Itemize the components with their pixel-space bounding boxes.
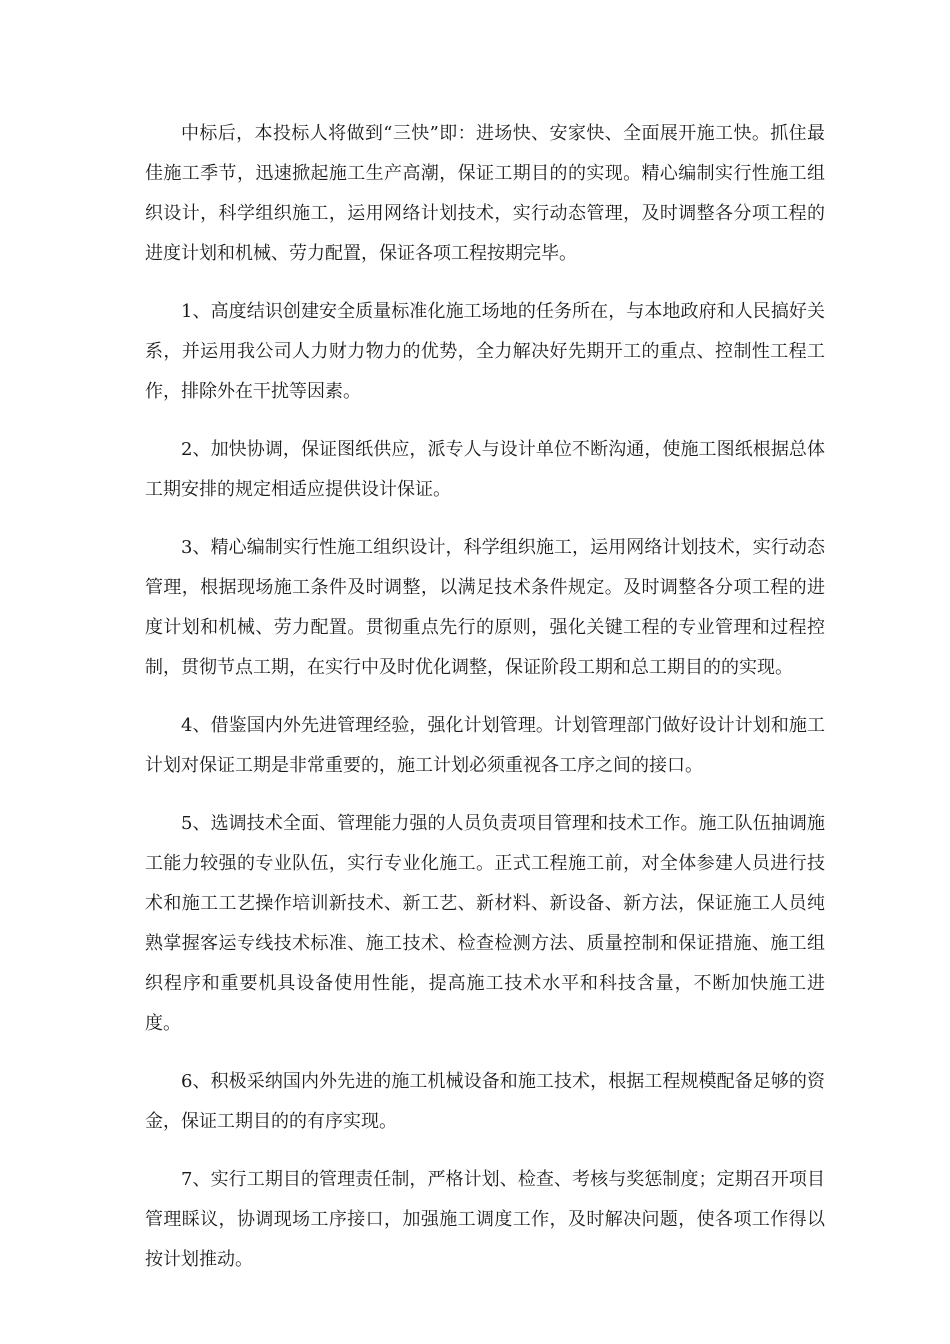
paragraph-intro: 中标后，本投标人将做到“三快”即：进场快、安家快、全面展开施工快。抓住最佳施工季节，迅速掀起施工生产高潮，保证工期目的的实现。精心编制实行性施工组织设计，科学组织施工，运用网络计划技术，实行动态管理，及时调整各分项工程的进度计划和机械、劳力配置，保证各项工程按期完毕。	[145, 123, 825, 264]
paragraph-item-6: 6、积极采纳国内外先进的施工机械设备和施工技术，根据工程规模配备足够的资金，保证工期目的的有序实现。	[145, 1071, 825, 1132]
paragraph-item-7: 7、实行工期目的管理责任制，严格计划、检查、考核与奖惩制度；定期召开项目管理睬议，协调现场工序接口，加强施工调度工作，及时解决问题，使各项工作得以按计划推动。	[145, 1169, 825, 1270]
paragraph-item-5: 5、选调技术全面、管理能力强的人员负责项目管理和技术工作。施工队伍抽调施工能力较强的专业队伍，实行专业化施工。正式工程施工前，对全体参建人员进行技术和施工工艺操作培训新技术、新工艺、新材料、新设备、新方法，保证施工人员纯熟掌握客运专线技术标准、施工技术、检查检测方法、质量控制和保证措施、施工组织程序和重要机具设备使用性能，提高施工技术水平和科技含量，不断加快施工进度。	[145, 813, 825, 1034]
paragraph-item-4: 4、借鉴国内外先进管理经验，强化计划管理。计划管理部门做好设计计划和施工计划对保证工期是非常重要的，施工计划必须重视各工序之间的接口。	[145, 715, 825, 776]
document-body	[145, 114, 825, 1298]
paragraph-item-3: 3、精心编制实行性施工组织设计，科学组织施工，运用网络计划技术，实行动态管理，根据现场施工条件及时调整，以满足技术条件规定。及时调整各分项工程的进度计划和机械、劳力配置。贯彻重点先行的原则，强化关键工程的专业管理和过程控制，贯彻节点工期，在实行中及时优化调整，保证阶段工期和总工期目的的实现。	[145, 537, 825, 678]
paragraph-item-1: 1、高度结识创建安全质量标准化施工场地的任务所在，与本地政府和人民搞好关系，并运用我公司人力财力物力的优势，全力解决好先期开工的重点、控制性工程工作，排除外在干扰等因素。	[145, 301, 825, 402]
paragraph-item-2: 2、加快协调，保证图纸供应，派专人与设计单位不断沟通，使施工图纸根据总体工期安排的规定相适应提供设计保证。	[145, 439, 825, 500]
